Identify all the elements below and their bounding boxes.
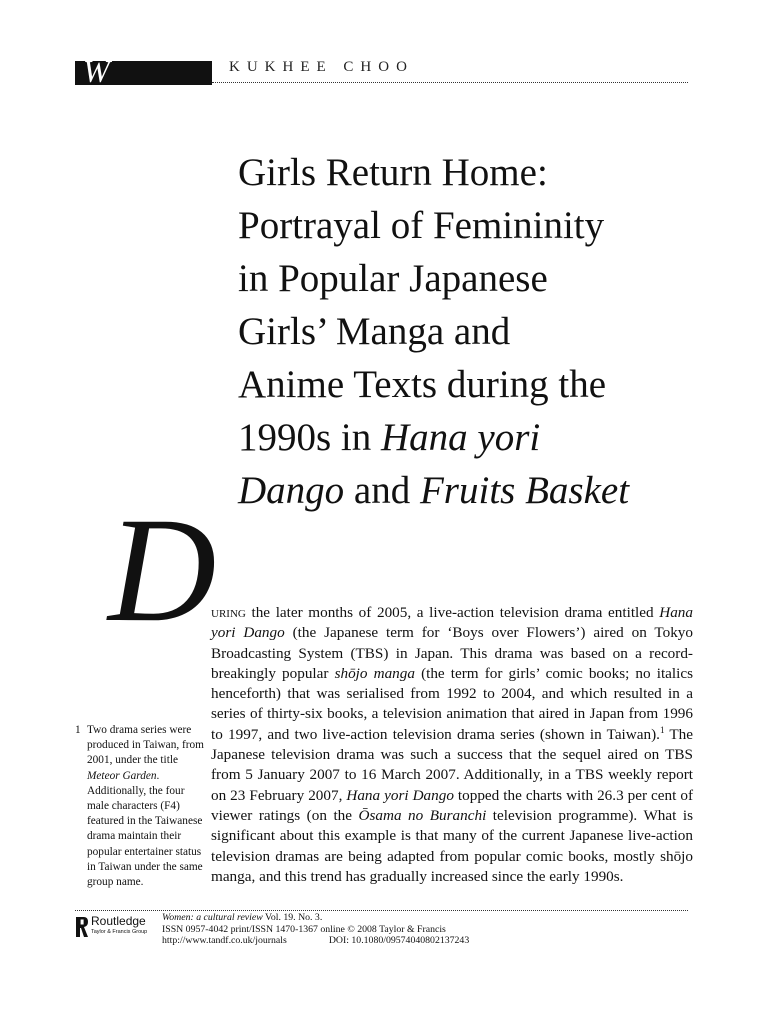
body-segment-3: (the term for girls’ comic books; no italics henceforth) that was serialised from 1992 to 2004, and which resulted in a series of thirty-six books, a television animation that aired in Japan from 1996 to 1997, and two live-action television drama series (shown in Taiwan).: [211, 664, 694, 743]
body-segment-1: the later months of 2005, a live-action television drama entitled: [245, 604, 660, 621]
routledge-logo-icon: [76, 917, 88, 937]
citation-url-doi: [162, 935, 469, 947]
doi: DOI: 10.1080/09574040802137243: [328, 935, 470, 946]
title-line-4: Girls’ Manga and: [238, 310, 511, 353]
title-line-7-plain: and: [344, 469, 420, 512]
body-italic-2: shōjo manga: [334, 664, 415, 682]
body-paragraph: [211, 603, 693, 887]
body-segment-2: (the Japanese term for ‘Boys over Flowers’) aired on Tokyo Broadcasting System (TBS) in Japan. This drama was based on a record-breakingly popular: [211, 624, 693, 682]
footnote-text-a: Two drama series were produced in Taiwan, from 2001, under the title: [87, 724, 204, 767]
header-divider: [212, 82, 688, 83]
journal-url[interactable]: http://www.tandf.co.uk/journals: [162, 935, 287, 946]
journal-logo-letter: W: [83, 53, 110, 89]
drop-cap: D: [108, 487, 217, 653]
footnote-text-italic: Meteor Garden: [87, 769, 157, 782]
title-line-1: Girls Return Home:: [238, 151, 548, 194]
footnote-text: [87, 723, 207, 890]
title-line-7-italic-b: Fruits Basket: [419, 469, 630, 512]
citation-issn: ISSN 0957-4042 print/ISSN 1470-1367 online © 2008 Taylor & Francis: [162, 923, 446, 935]
title-line-5: Anime Texts during the: [238, 363, 607, 406]
body-italic-4: Ōsama no Buranchi: [358, 806, 487, 824]
footnote-reference[interactable]: 1: [659, 724, 665, 735]
body-segment-6: television programme). What is significant about this example is that many of the current Japanese live-action television dramas are being adapted from popular comic books, mostly shōjo manga, and this trend has gradually increased since the early 1990s.: [211, 806, 694, 885]
footnote-number: 1: [75, 724, 81, 736]
journal-name: Women: a cultural review: [162, 912, 263, 923]
publisher-subtitle: Taylor & Francis Group: [91, 929, 148, 935]
body-smallcaps: uring: [211, 604, 246, 621]
title-line-6-plain: 1990s in: [238, 416, 382, 459]
journal-volume: Vol. 19. No. 3.: [262, 912, 323, 923]
title-line-2: Portrayal of Femininity: [238, 204, 605, 247]
title-line-6-italic: Hana yori: [381, 416, 541, 459]
citation-journal: [162, 912, 469, 924]
footnote-text-b: . Additionally, the four male characters (F4) featured in the Taiwanese drama maintain their popular entertainer status in Taiwan under the same group name.: [87, 769, 203, 889]
title-line-3: in Popular Japanese: [238, 257, 548, 300]
body-italic-3: Hana yori Dango: [346, 786, 454, 804]
body-italic-1: Hana yori Dango: [211, 604, 693, 642]
body-segment-4: The Japanese television drama was such a success that the sequel aired on TBS from 5 January 2007 to 16 March 2007. Additionally, in a TBS weekly report on 23 February 2007,: [211, 725, 693, 804]
author-name: KUKHEE CHOO: [229, 59, 414, 75]
article-title: [238, 146, 708, 517]
journal-logo: [75, 53, 212, 89]
footer-divider: [75, 910, 688, 911]
title-line-7-italic-a: Dango: [238, 469, 345, 512]
publisher-name: Routledge: [91, 914, 146, 928]
citation-block: [162, 912, 469, 947]
body-segment-5: topped the charts with 26.3 per cent of viewer ratings (on the: [211, 786, 693, 824]
